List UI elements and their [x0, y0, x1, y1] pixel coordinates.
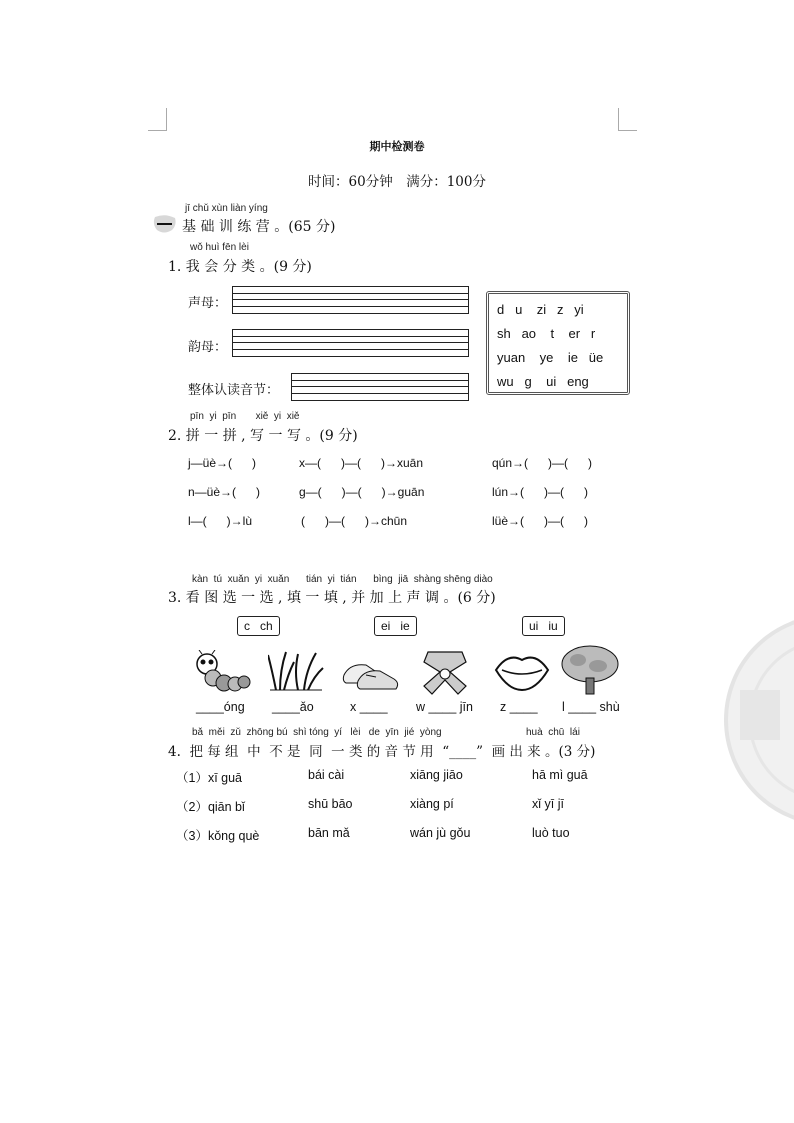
label-whole-syllables: 整体认读音节： — [188, 383, 280, 398]
syllable-row: sh ao t er r — [497, 326, 596, 341]
q3-pinyin: kàn tú xuǎn yi xuǎn tián yi tián bìng jiā shàng shēng diào — [192, 574, 493, 585]
q4-title: 4. 把 每 组 中 不 是 同 一 类 的 音 节 用 “____” 画 出 来 。(3 分) — [168, 744, 596, 760]
q2-item[interactable]: g—( )—( )→guān — [299, 485, 425, 499]
q4-group-label: （2）qiān bǐ — [176, 800, 245, 814]
q4-pinyin-2: huà chū lái — [526, 727, 580, 738]
label-finals: 韵母： — [188, 340, 228, 355]
syllable-row: wu g ui eng — [497, 374, 589, 389]
watermark-seal — [720, 610, 794, 840]
q2-item[interactable]: ( )—( )→chūn — [301, 514, 408, 528]
q4-syllable[interactable]: xiāng jiāo — [410, 768, 463, 782]
q4-syllable[interactable]: bān mǎ — [308, 826, 350, 840]
q2-item[interactable]: l—( )→lù — [188, 514, 253, 528]
tree-icon — [560, 644, 620, 696]
initials-writing-lines[interactable] — [232, 286, 469, 314]
q4-syllable[interactable]: luò tuo — [532, 826, 570, 840]
label-initials: 声母： — [188, 296, 228, 311]
section-number-badge — [152, 213, 178, 235]
page-title: 期中检测卷 — [369, 140, 425, 153]
q4-syllable[interactable]: hā mì guā — [532, 768, 588, 782]
crop-mark-right — [618, 108, 637, 131]
q1-pinyin: wǒ huì fēn lèi — [190, 242, 249, 253]
q4-group-label: （3）kǒng què — [176, 829, 260, 843]
q3-blank[interactable]: l ____ shù — [562, 700, 620, 714]
q2-item[interactable]: n—üè→( ) — [188, 485, 261, 499]
mouth-icon — [494, 650, 550, 692]
q4-syllable[interactable]: shū bāo — [308, 797, 353, 811]
q4-syllable[interactable]: wán jù gǒu — [410, 826, 471, 840]
finals-writing-lines[interactable] — [232, 329, 469, 357]
section1-title: 基 础 训 练 营 。(65 分) — [182, 219, 336, 235]
syllable-box — [486, 291, 630, 395]
crop-mark-left — [148, 108, 167, 131]
whole-syllables-writing-lines[interactable] — [291, 373, 469, 401]
q2-item[interactable]: lüè→( )—( ) — [492, 514, 589, 528]
q2-item[interactable]: x—( )—( )→xuān — [299, 456, 424, 470]
option-tag-ei-ie: ei ie — [374, 616, 417, 636]
q2-pinyin: pīn yi pīn xiě yi xiě — [190, 411, 300, 422]
time-info: 时间：60分钟 满分：100分 — [308, 174, 486, 190]
option-tag-c-ch: c ch — [237, 616, 280, 636]
q2-item[interactable]: qún→( )—( ) — [492, 456, 593, 470]
q4-syllable[interactable]: xiàng pí — [410, 797, 454, 811]
q3-title: 3. 看 图 选 一 选 , 填 一 填 , 并 加 上 声 调 。(6 分) — [168, 590, 496, 606]
caterpillar-icon — [193, 650, 251, 694]
syllable-row: d u zi z yi — [497, 302, 584, 317]
option-tag-ui-iu: ui iu — [522, 616, 565, 636]
section1-pinyin: jī chǔ xùn liàn yíng — [185, 203, 268, 214]
shoes-icon — [340, 655, 402, 695]
q3-blank[interactable]: ____ǎo — [272, 700, 314, 714]
q1-title: 1. 我 会 分 类 。(9 分) — [168, 259, 312, 275]
q2-title: 2. 拼 一 拼 , 写 一 写 。(9 分) — [168, 428, 358, 444]
q4-group-label: （1）xī guā — [176, 771, 243, 785]
syllable-row: yuan ye ie üe — [497, 350, 604, 365]
grass-icon — [268, 650, 324, 692]
q2-item[interactable]: lún→( )—( ) — [492, 485, 589, 499]
q4-syllable[interactable]: bái cài — [308, 768, 345, 782]
q2-item[interactable]: j—üè→( ) — [188, 456, 257, 470]
q3-blank[interactable]: ____óng — [196, 700, 245, 714]
q3-blank[interactable]: x ____ — [350, 700, 388, 714]
scarf-icon — [420, 648, 470, 696]
q3-blank[interactable]: z ____ — [500, 700, 538, 714]
q4-pinyin: bǎ měi zǔ zhōng bú shì tóng yí lèi de yīn jié yòng — [192, 727, 442, 738]
q4-syllable[interactable]: xǐ yī jī — [532, 797, 564, 811]
q3-blank[interactable]: w ____ jīn — [416, 700, 473, 714]
